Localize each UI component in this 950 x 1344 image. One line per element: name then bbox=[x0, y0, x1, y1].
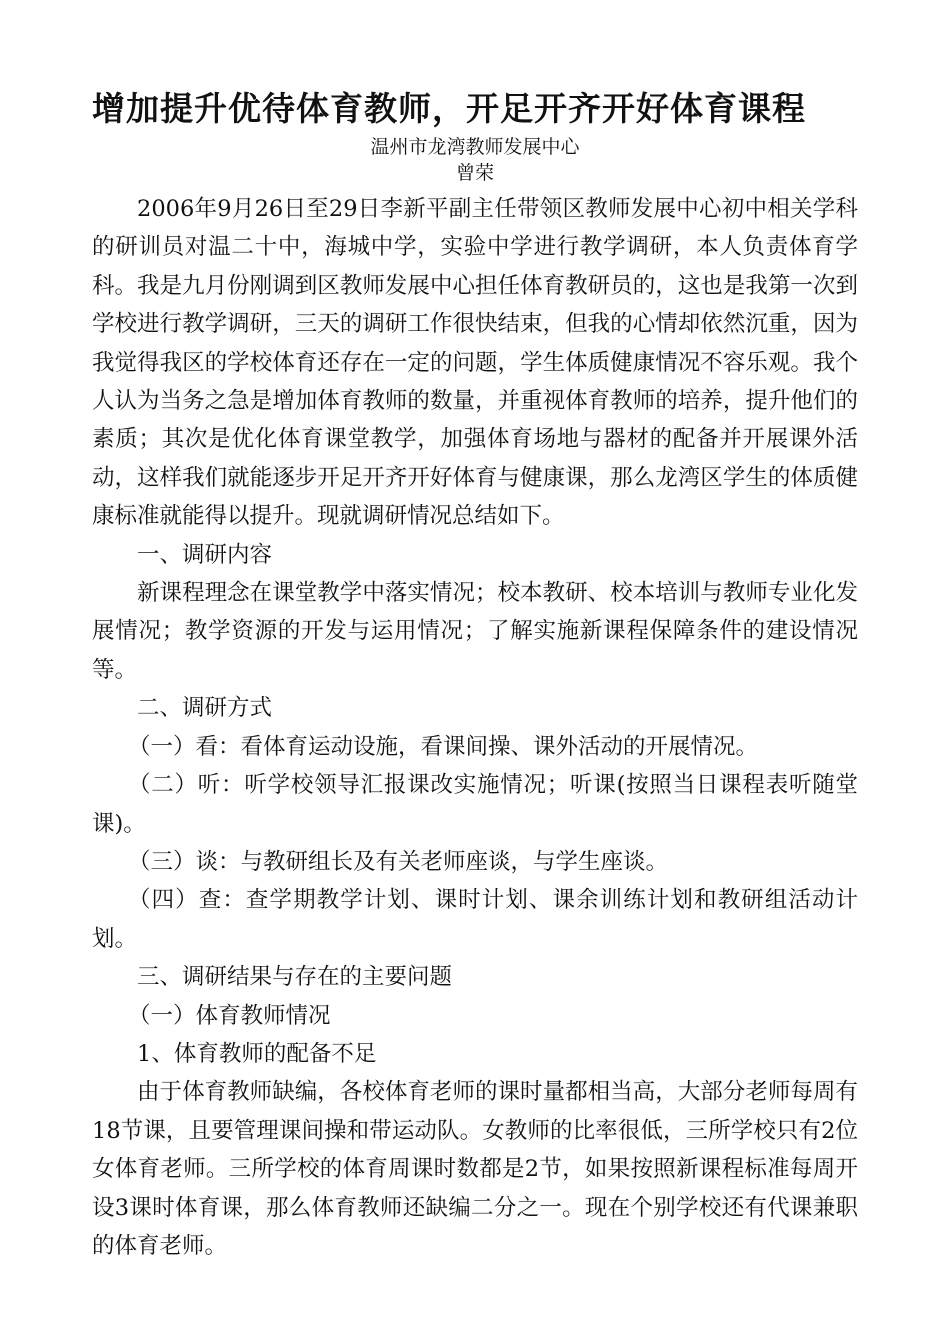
document-title: 增加提升优待体育教师，开足开齐开好体育课程 bbox=[92, 89, 806, 128]
method-listen-paragraph: （二）听：听学校领导汇报课改实施情况；听课(按照当日课程表听随堂课)。 bbox=[92, 772, 858, 837]
research-content-paragraph: 新课程理念在课堂教学中落实情况；校本教研、校本培训与教师专业化发展情况；教学资源的开发与运用情况；了解实施新课程保障条件的建设情况等。 bbox=[92, 580, 858, 683]
item-heading-teacher-shortage: 1、体育教师的配备不足 bbox=[137, 1040, 377, 1067]
section-heading-research-methods: 二、调研方式 bbox=[137, 695, 273, 722]
document-page bbox=[92, 84, 858, 1265]
teacher-shortage-paragraph: 由于体育教师缺编，各校体育老师的课时量都相当高，大部分老师每周有18节课，且要管理课间操和带运动队。女教师的比率很低，三所学校只有2位女体育老师。三所学校的体育周课时数都是2节，如果按照新课程标准每周开设3课时体育课，那么体育教师还缺编二分之一。现在个别学校还有代课兼职的体育老师。 bbox=[92, 1079, 858, 1259]
subsection-heading-teachers: （一）体育教师情况 bbox=[128, 1002, 331, 1029]
author-name: 曾荣 bbox=[455, 162, 494, 184]
method-talk-paragraph: （三）谈：与教研组长及有关老师座谈，与学生座谈。 bbox=[128, 848, 669, 875]
section-heading-research-content: 一、调研内容 bbox=[137, 541, 273, 568]
method-check-paragraph: （四）查：查学期教学计划、课时计划、课余训练计划和教研组活动计划。 bbox=[92, 887, 858, 952]
author-organization: 温州市龙湾教师发展中心 bbox=[370, 136, 580, 158]
section-heading-results: 三、调研结果与存在的主要问题 bbox=[137, 964, 453, 991]
method-look-paragraph: （一）看：看体育运动设施，看课间操、课外活动的开展情况。 bbox=[128, 733, 759, 760]
intro-paragraph: 2006年9月26日至29日李新平副主任带领区教师发展中心初中相关学科的研训员对温二十中，海城中学，实验中学进行教学调研，本人负责体育学科。我是九月份刚调到区教师发展中心担任体育教研员的，这也是我第一次到学校进行教学调研，三天的调研工作很快结束，但我的心情却依然沉重，因为我觉得我区的学校体育还存在一定的问题，学生体质健康情况不容乐观。我个人认为当务之急是增加体育教师的数量，并重视体育教师的培养，提升他们的素质；其次是优化体育课堂教学，加强体育场地与器材的配备并开展课外活动，这样我们就能逐步开足开齐开好体育与健康课，那么龙湾区学生的体质健康标准就能得以提升。现就调研情况总结如下。 bbox=[92, 196, 858, 530]
